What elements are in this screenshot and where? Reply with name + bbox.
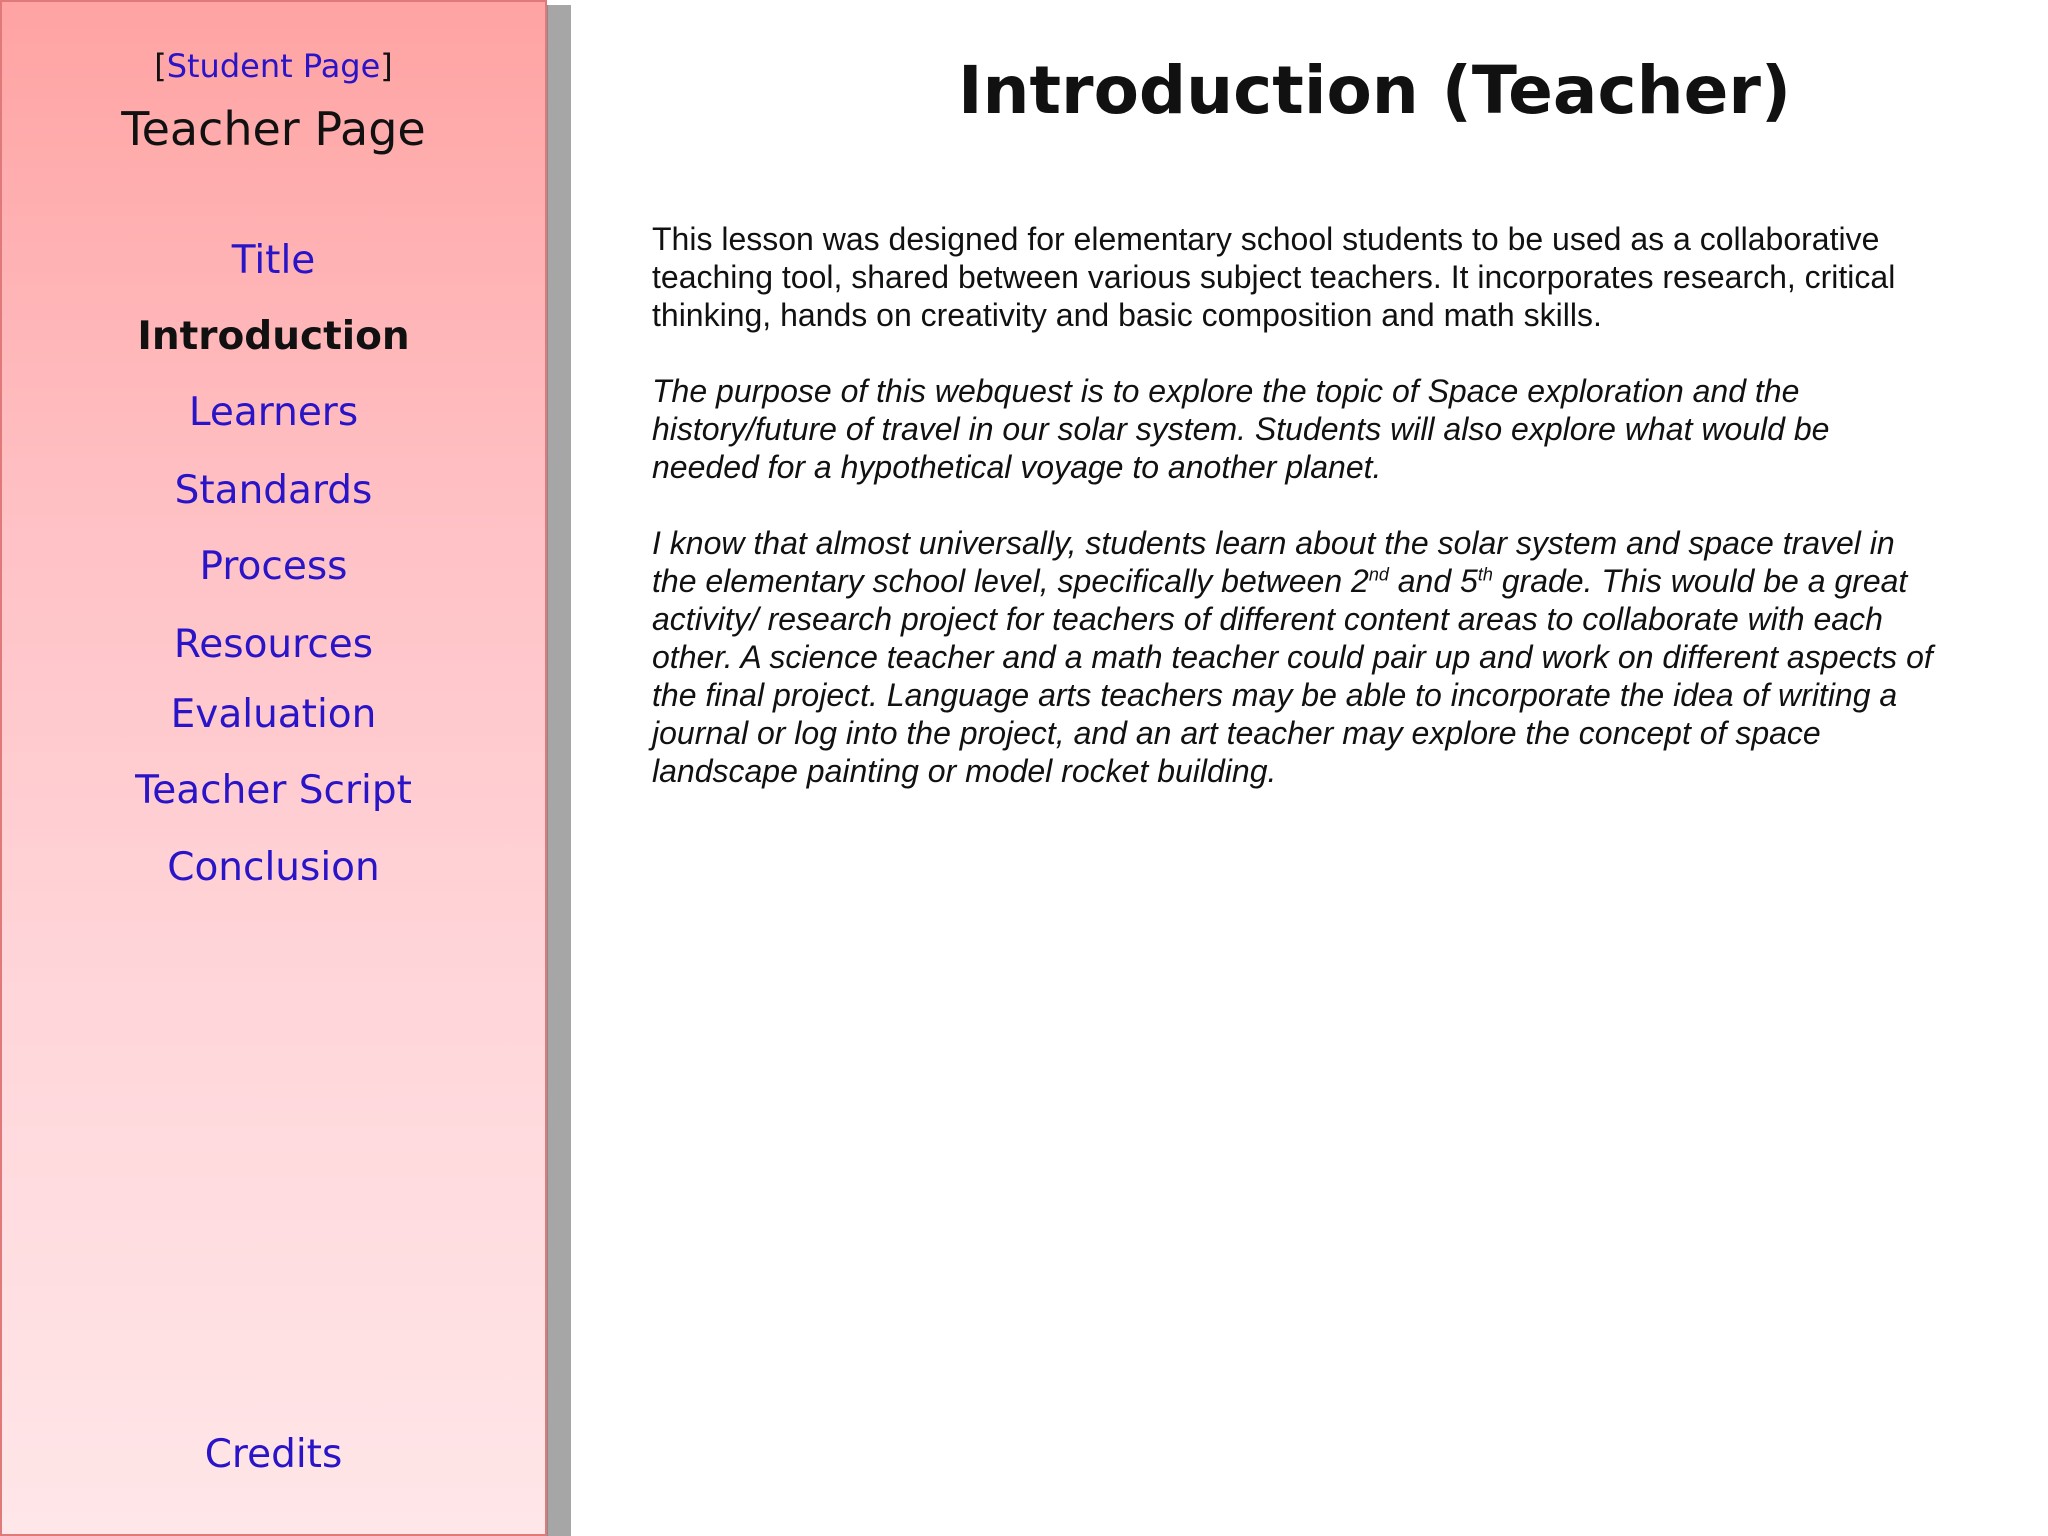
sidebar [0, 0, 547, 1536]
main-content [652, 220, 1942, 828]
nav-item-credits[interactable]: Credits [204, 1432, 343, 1477]
nav-item-conclusion[interactable]: Conclusion [167, 845, 380, 890]
rationale-text-part3: grade. This would be a great activity/ research project for teachers of different content areas to collaborate with each other. A science teacher and a math teacher could pair up and work on different aspects of the final project. Language arts teachers may be able to incorporate the idea of writing a journal or log into the project, and an art teacher may explore the concept of space landscape painting or model rocket building. [652, 563, 1933, 789]
purpose-paragraph: The purpose of this webquest is to explore the topic of Space exploration and the history/future of travel in our solar system. Students will also explore what would be needed for a hypothetical voyage to another planet. [652, 373, 1830, 485]
bracket-close: ] [380, 47, 393, 85]
student-page-link-wrapper [2, 47, 545, 85]
nav-item-evaluation[interactable]: Evaluation [170, 692, 377, 737]
bracket-open: [ [154, 47, 167, 85]
rationale-paragraph [652, 524, 1942, 790]
student-page-link[interactable]: Student Page [166, 47, 381, 85]
teacher-page-heading: Teacher Page [121, 102, 426, 156]
rationale-text-part2: and 5 [1388, 563, 1478, 599]
intro-paragraph: This lesson was designed for elementary school students to be used as a collaborative teaching tool, shared between various subject teachers. It incorporates research, critical thinking, hands on creativity and basic composition and math skills. [652, 221, 1896, 333]
sidebar-shadow [547, 5, 571, 1536]
ordinal-suffix-nd: nd [1368, 564, 1389, 585]
nav-item-introduction[interactable]: Introduction [137, 314, 410, 359]
rationale-text-part1: I know that almost universally, students learn about the solar system and space travel in the elementary school level, specifically between 2 [652, 525, 1895, 599]
nav-item-title[interactable]: Title [231, 238, 316, 283]
page-title: Introduction (Teacher) [957, 52, 1792, 129]
nav-item-process[interactable]: Process [199, 544, 348, 589]
nav-item-learners[interactable]: Learners [188, 390, 359, 435]
ordinal-suffix-th: th [1477, 564, 1493, 585]
nav-item-resources[interactable]: Resources [173, 622, 374, 667]
nav-item-teacher-script[interactable]: Teacher Script [135, 768, 412, 813]
nav-item-standards[interactable]: Standards [174, 468, 373, 513]
